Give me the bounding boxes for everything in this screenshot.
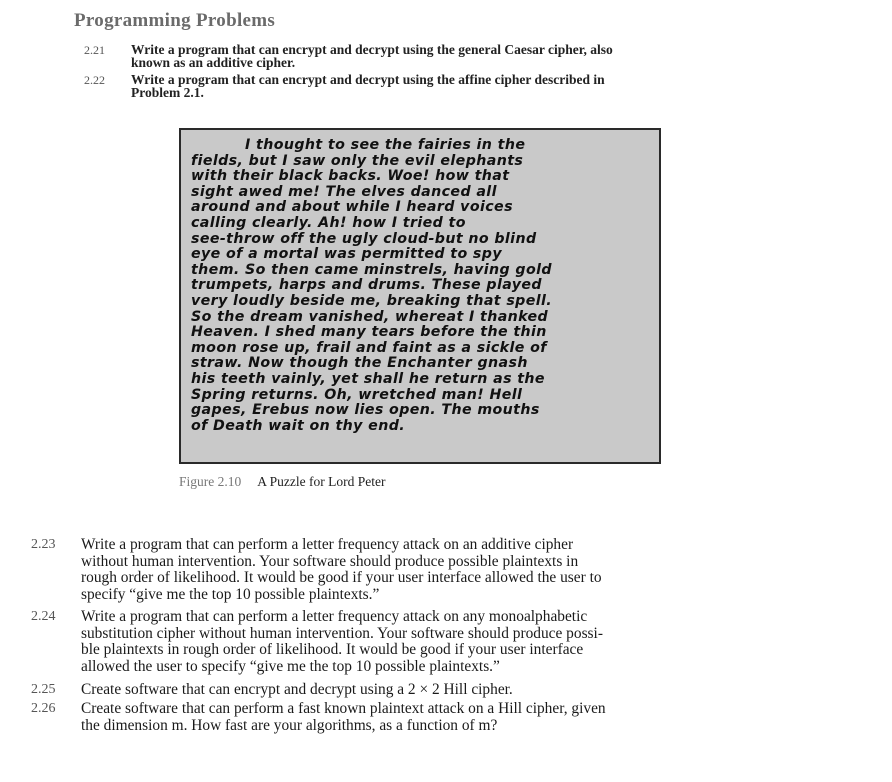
problem-number: 2.23 [31,537,56,552]
problem-line: Write a program that can encrypt and decrypt using the affine cipher described in [131,72,605,87]
problem-text [81,537,721,603]
section-title: Programming Problems [74,10,276,31]
problem-2-24 [31,609,731,675]
problem-line: allowed the user to specify “give me the top 10 possible plaintexts.” [81,657,500,675]
problem-line: Problem 2.1. [131,84,204,100]
problem-line: Write a program that can perform a letter frequency attack on any monoalphabetic [81,608,588,625]
problem-line: the dimension m. How fast are your algorithms, as a function of m? [81,716,498,734]
puzzle-line: with their black backs. Woe! how that [191,168,510,185]
problem-text [131,44,613,69]
puzzle-line: fields, but I saw only the evil elephants [191,152,524,169]
puzzle-line: trumpets, harps and drums. These played [191,277,542,294]
figure-label: Figure 2.10 [179,474,242,489]
problem-line: specify “give me the top 10 possible plaintexts.” [81,585,380,603]
problem-line: Create software that can perform a fast known plaintext attack on a Hill cipher, given [81,700,606,717]
problem-number: 2.26 [31,701,56,716]
figure-title: A Puzzle for Lord Peter [257,474,386,489]
problem-line: without human intervention. Your software should produce possible plaintexts in [81,552,579,570]
problem-2-21 [84,44,784,69]
problem-line: Write a program that can perform a letter frequency attack on an additive cipher [81,536,574,553]
problem-line: Write a program that can encrypt and decrypt using the general Caesar cipher, also [131,42,613,57]
puzzle-line: eye of a mortal was permitted to spy [191,246,502,263]
puzzle-line: his teeth vainly, yet shall he return as the [191,370,545,387]
puzzle-line: moon rose up, frail and faint as a sickle of [191,339,547,356]
puzzle-line: gapes, Erebus now lies open. The mouths [191,402,540,419]
problem-text [81,609,721,675]
problem-text [81,701,721,734]
problem-2-23 [31,537,731,603]
problem-line: known as an additive cipher. [131,54,296,70]
problem-line: substitution cipher without human intervention. Your software should produce possi- [81,624,603,642]
puzzle-line: very loudly beside me, breaking that spell. [191,292,553,309]
problem-2-22 [84,74,784,99]
puzzle-line: them. So then came minstrels, having gold [191,261,552,278]
problem-line: Create software that can encrypt and decrypt using a 2 × 2 Hill cipher. [81,681,513,698]
figure-caption [179,474,385,490]
puzzle-line: calling clearly. Ah! how I tried to [191,214,466,231]
puzzle-line: straw. Now though the Enchanter gnash [191,355,528,372]
problem-text [81,682,721,699]
problem-number: 2.21 [84,43,105,57]
puzzle-line: Heaven. I shed many tears before the thin [191,324,547,341]
problem-number: 2.24 [31,609,56,624]
puzzle-text [191,138,653,434]
puzzle-line: sight awed me! The elves danced all [191,183,497,200]
problem-number: 2.25 [31,682,56,697]
problem-2-26 [31,701,731,734]
problem-number: 2.22 [84,73,105,87]
puzzle-line: I thought to see the fairies in the [245,137,526,153]
puzzle-figure [179,128,661,464]
puzzle-line: see-throw off the ugly cloud-but no blind [191,230,537,247]
problem-2-25 [31,682,731,699]
problem-line: ble plaintexts in rough order of likelihood. It would be good if your user interface [81,641,584,658]
puzzle-line: of Death wait on thy end. [191,417,406,434]
puzzle-line: So the dream vanished, whereat I thanked [191,308,549,325]
problem-line: rough order of likelihood. It would be good if your user interface allowed the user to [81,569,602,586]
problem-text [131,74,605,99]
puzzle-line: around and about while I heard voices [191,199,513,216]
puzzle-line: Spring returns. Oh, wretched man! Hell [191,386,523,403]
